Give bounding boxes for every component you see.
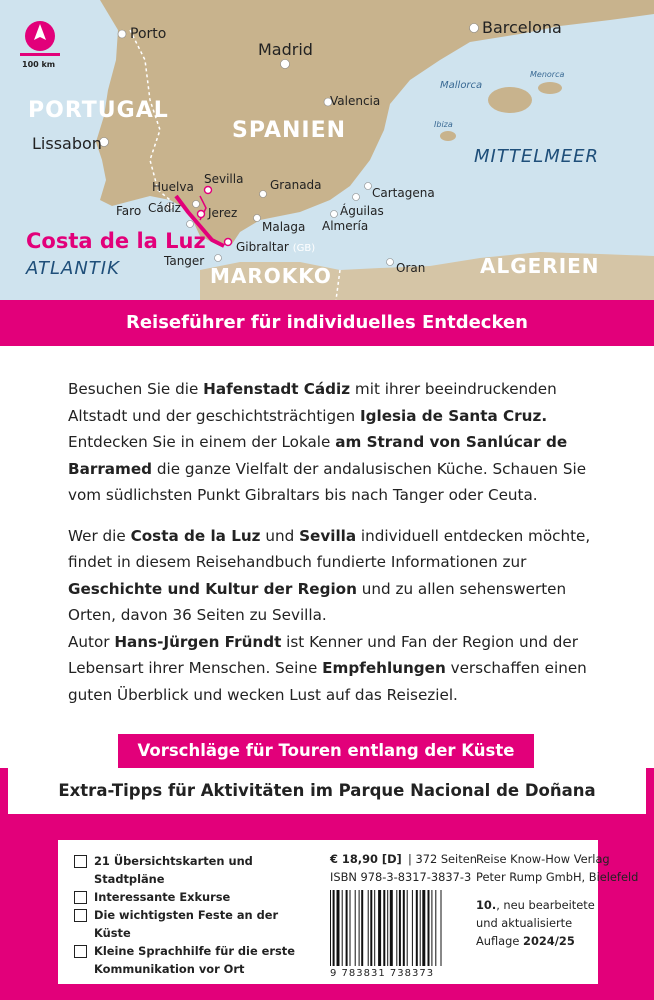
barcode-bar — [378, 890, 381, 966]
text-run: individuell entdecken möchte, findet in diesem Reisehandbuch fundierte Informationen zur — [68, 526, 591, 571]
barcode — [328, 890, 478, 976]
text-run: am Strand von Sanlúcar de Barramed — [68, 433, 568, 478]
description-paragraph-2 — [68, 523, 608, 629]
barcode-bar — [333, 890, 335, 966]
scale-label: 100 km — [22, 60, 56, 69]
text-run: mit ihrer beeindruckenden Altstadt und der geschichtsträchtigen — [68, 380, 557, 425]
island-menorca: Menorca — [530, 70, 565, 79]
text-run: und zu allen sehenswerten Orten, davon 36 Seiten zu Sevilla. — [68, 579, 567, 624]
barcode-bar — [420, 890, 421, 966]
feature-item: Die wichtigsten Feste an der Küste — [74, 906, 314, 942]
city-madrid: Madrid — [258, 40, 313, 59]
barcode-bar — [428, 890, 430, 966]
barcode-bar — [403, 890, 405, 966]
barcode-bar — [361, 890, 363, 966]
edition-line-2: und aktualisierte — [476, 916, 573, 930]
feature-list — [74, 852, 314, 978]
isbn: ISBN 978-3-8317-3837-3 — [330, 870, 472, 884]
text-run: und — [260, 526, 300, 545]
barcode-bar — [422, 890, 425, 966]
checkbox-icon — [74, 909, 87, 922]
barcode-bar — [370, 890, 372, 966]
barcode-bar — [416, 890, 418, 966]
barcode-bar — [330, 890, 331, 966]
text-run: Empfehlungen — [322, 659, 446, 677]
checkbox-icon — [74, 891, 87, 904]
barcode-bar — [337, 890, 340, 966]
country-spanien: SPANIEN — [232, 118, 347, 143]
country-marokko: MAROKKO — [210, 264, 332, 288]
checkbox-icon — [74, 855, 87, 868]
text-run: Geschichte und Kultur der Region — [68, 579, 357, 598]
country-portugal: PORTUGAL — [28, 98, 169, 123]
barcode-bar — [399, 890, 401, 966]
country-algerien: ALGERIEN — [480, 254, 600, 278]
barcode-bar — [407, 890, 408, 966]
text-run: Entdecken Sie in einem der Lokale — [68, 433, 336, 451]
city-gibraltar: Gibraltar (GB) — [236, 240, 316, 254]
text-run: Besuchen Sie die — [68, 380, 204, 398]
barcode-bar — [374, 890, 375, 966]
barcode-bar — [431, 890, 432, 966]
island-ibiza: Ibiza — [434, 120, 453, 129]
text-run: Sevilla — [299, 526, 357, 545]
page-count: | 372 Seiten — [408, 852, 477, 866]
publisher-name: Reise Know-How Verlag — [476, 852, 610, 866]
barcode-bar — [350, 890, 351, 966]
banner: Reiseführer für individuelles Entdecken — [0, 300, 654, 346]
info-panel — [58, 840, 639, 984]
city-jerez: Jerez — [208, 206, 238, 220]
city-tanger: Tanger — [164, 254, 205, 268]
city-oran: Oran — [396, 261, 426, 275]
city-valencia: Valencia — [330, 94, 381, 108]
city-huelva: Huelva — [152, 180, 194, 194]
city-barcelona: Barcelona — [482, 18, 562, 37]
city-cartagena: Cartagena — [372, 186, 435, 200]
barcode-bar — [441, 890, 442, 966]
barcode-bar — [383, 890, 385, 966]
city-lissabon: Lissabon — [32, 134, 102, 153]
barcode-bar — [346, 890, 348, 966]
city-malaga: Malaga — [262, 220, 306, 234]
barcode-bar — [435, 890, 436, 966]
description — [68, 376, 608, 722]
barcode-bar — [412, 890, 413, 966]
feature-item: Kleine Sprachhilfe für die erste Kommunikation vor Ort — [74, 942, 314, 978]
feature-item: 21 Übersichtskarten und Stadtpläne — [74, 852, 314, 888]
text-run: Hans-Jürgen Fründt — [114, 632, 282, 651]
city-aguilas: Águilas — [340, 204, 384, 218]
barcode-bar — [359, 890, 360, 966]
sea-mittelmeer: MITTELMEER — [474, 146, 600, 167]
description-paragraph-3 — [68, 629, 608, 709]
text-run: Wer die — [68, 526, 131, 545]
barcode-bar — [342, 890, 343, 966]
text-run: Autor — [68, 632, 115, 651]
tours-banner: Vorschläge für Touren entlang der Küste — [118, 734, 534, 768]
checkbox-icon — [74, 945, 87, 958]
barcode-digits: 9 783831 738373 — [330, 968, 435, 979]
city-cadiz: Cádiz — [148, 201, 181, 215]
edition-line-3: Auflage 2024/25 — [476, 934, 575, 948]
text-run: ist Kenner und Fan der Region und der Lebensart ihrer Menschen. Seine — [68, 632, 578, 677]
description-paragraph-1 — [68, 376, 608, 509]
text-run: Iglesia de Santa Cruz. — [359, 406, 548, 425]
city-porto: Porto — [130, 26, 167, 42]
bottom-section — [0, 768, 654, 1000]
feature-item: Interessante Exkurse — [74, 888, 314, 906]
barcode-bar — [355, 890, 356, 966]
barcode-bar — [368, 890, 369, 966]
price: € 18,90 [D] — [330, 852, 402, 866]
city-sevilla: Sevilla — [204, 172, 244, 186]
text-run: verschaffen einen guten Überblick und wecken Lust auf das Reiseziel. — [68, 659, 587, 704]
extra-banner: Extra-Tipps für Aktivitäten im Parque Nacional de Doñana — [8, 768, 646, 814]
city-granada: Granada — [270, 178, 322, 192]
barcode-bar — [387, 890, 388, 966]
region-title: Costa de la Luz — [26, 229, 206, 253]
map — [0, 0, 654, 300]
barcode-bar — [390, 890, 393, 966]
city-faro: Faro — [116, 204, 142, 218]
barcode-bar — [396, 890, 397, 966]
city-almeria: Almería — [322, 219, 369, 233]
text-run: Costa de la Luz — [130, 526, 261, 545]
publisher-company: Peter Rump GmbH, Bielefeld — [476, 870, 639, 884]
text-run: Hafenstadt Cádiz — [203, 380, 351, 398]
edition-line-1: 10., neu bearbeitete — [476, 898, 595, 912]
island-mallorca: Mallorca — [440, 80, 483, 91]
sea-atlantik: ATLANTIK — [26, 258, 120, 279]
text-run: die ganze Vielfalt der andalusischen Küche. Schauen Sie vom südlichsten Punkt Gibraltars bis nach Tanger oder Ceuta. — [68, 459, 587, 504]
